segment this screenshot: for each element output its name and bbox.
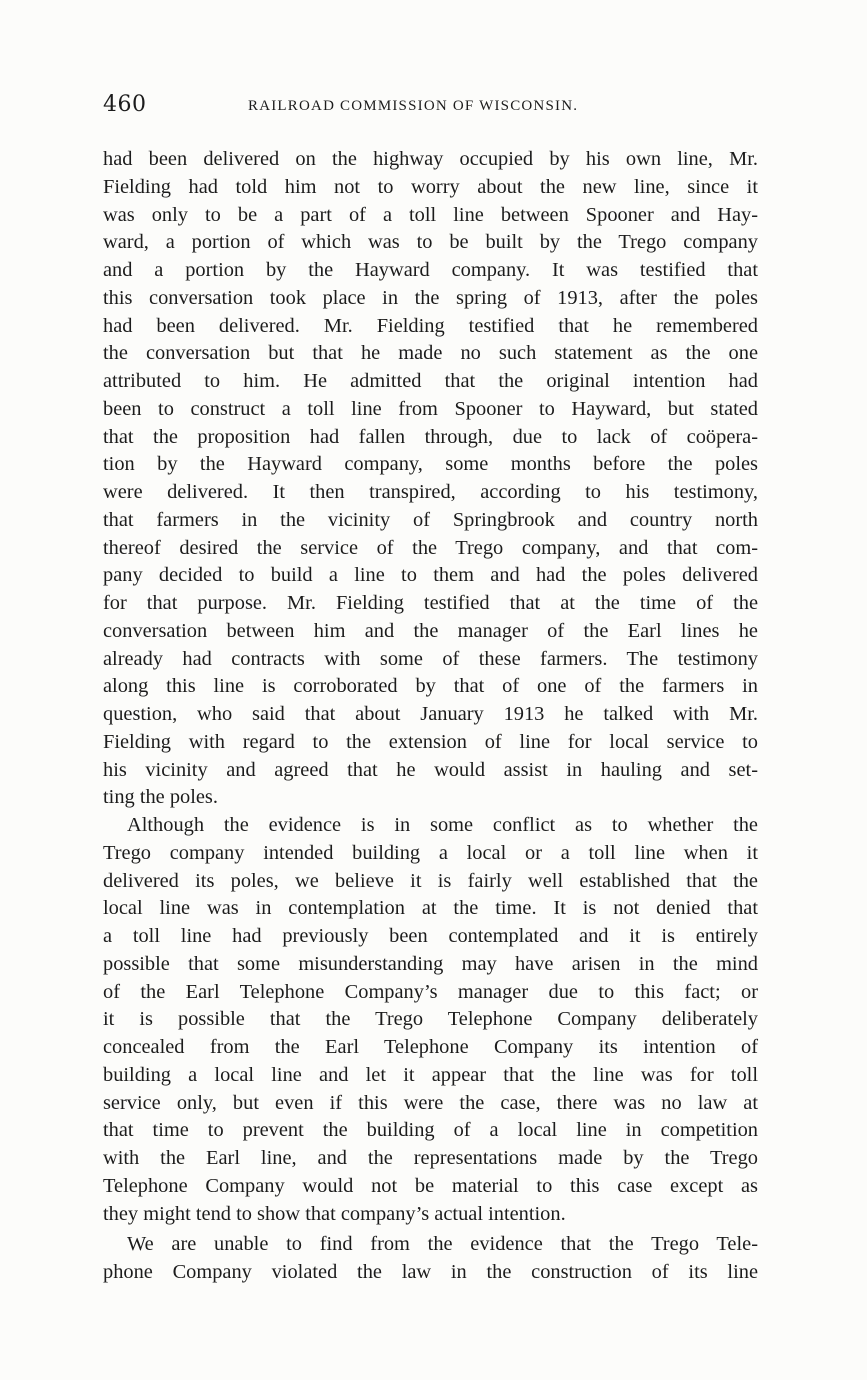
text-line: ting the poles. (103, 786, 218, 809)
text-line: that farmers in the vicinity of Springbrook and country north (103, 508, 758, 531)
body-text (103, 146, 758, 1287)
paragraph (103, 812, 758, 1228)
text-line: building a local line and let it appear that the line was for toll (103, 1063, 758, 1086)
text-line: Fielding had told him not to worry about the new line, since it (103, 175, 758, 198)
text-line: they might tend to show that company’s actual intention. (103, 1202, 566, 1225)
text-line: been to construct a toll line from Spooner to Hayward, but stated (103, 397, 758, 420)
text-line: with the Earl line, and the representations made by the Trego (103, 1147, 758, 1169)
text-line: that the proposition had fallen through, due to lack of coöpera- (103, 425, 758, 448)
page-header (103, 92, 758, 124)
text-line: were delivered. It then transpired, according to his testimony, (103, 481, 758, 503)
text-line: service only, but even if this were the case, there was no law at (103, 1091, 758, 1114)
text-line: delivered its poles, we believe it is fairly well established that the (103, 869, 758, 892)
text-line: conversation between him and the manager of the Earl lines he (103, 619, 758, 642)
text-line: that time to prevent the building of a local line in competition (103, 1119, 758, 1142)
paragraph (103, 1231, 758, 1287)
text-line: of the Earl Telephone Company’s manager due to this fact; or (103, 980, 758, 1003)
text-line: Telephone Company would not be material to this case except as (103, 1174, 758, 1197)
text-line: along this line is corroborated by that of one of the farmers in (103, 675, 758, 698)
text-line: attributed to him. He admitted that the original intention had (103, 370, 758, 392)
text-line: question, who said that about January 1913 he talked with Mr. (103, 703, 758, 725)
running-title: RAILROAD COMMISSION OF WISCONSIN. (248, 98, 579, 114)
text-line: was only to be a part of a toll line between Spooner and Hay- (103, 203, 758, 226)
text-line: Fielding with regard to the extension of line for local service to (103, 730, 758, 753)
text-line: thereof desired the service of the Trego company, and that com- (103, 536, 758, 559)
text-line: this conversation took place in the spring of 1913, after the poles (103, 286, 758, 309)
text-line: had been delivered. Mr. Fielding testified that he remembered (103, 314, 758, 337)
text-line: the conversation but that he made no such statement as the one (103, 342, 758, 365)
text-line: and a portion by the Hayward company. It was testified that (103, 259, 758, 281)
paragraph (103, 146, 758, 812)
text-line: already had contracts with some of these farmers. The testimony (103, 647, 758, 670)
text-line: it is possible that the Trego Telephone Company deliberately (103, 1008, 758, 1031)
text-line: pany decided to build a line to them and had the poles delivered (103, 564, 758, 587)
text-line: tion by the Hayward company, some months before the poles (103, 453, 758, 476)
text-line: ward, a portion of which was to be built by the Trego company (103, 231, 758, 254)
text-line: concealed from the Earl Telephone Company its intention of (103, 1036, 758, 1058)
text-line: a toll line had previously been contemplated and it is entirely (103, 925, 758, 947)
text-line: Trego company intended building a local or a toll line when it (103, 841, 758, 864)
text-line: his vicinity and agreed that he would assist in hauling and set- (103, 758, 758, 781)
text-line: possible that some misunderstanding may have arisen in the mind (103, 952, 758, 975)
text-line: We are unable to find from the evidence that the Trego Tele- (127, 1233, 758, 1256)
page-number: 460 (103, 92, 147, 117)
text-line: had been delivered on the highway occupied by his own line, Mr. (103, 148, 758, 170)
text-line: Although the evidence is in some conflict as to whether the (127, 814, 758, 836)
text-line: for that purpose. Mr. Fielding testified that at the time of the (103, 592, 758, 614)
text-line: phone Company violated the law in the construction of its line (103, 1261, 758, 1283)
text-line: local line was in contemplation at the time. It is not denied that (103, 897, 758, 920)
